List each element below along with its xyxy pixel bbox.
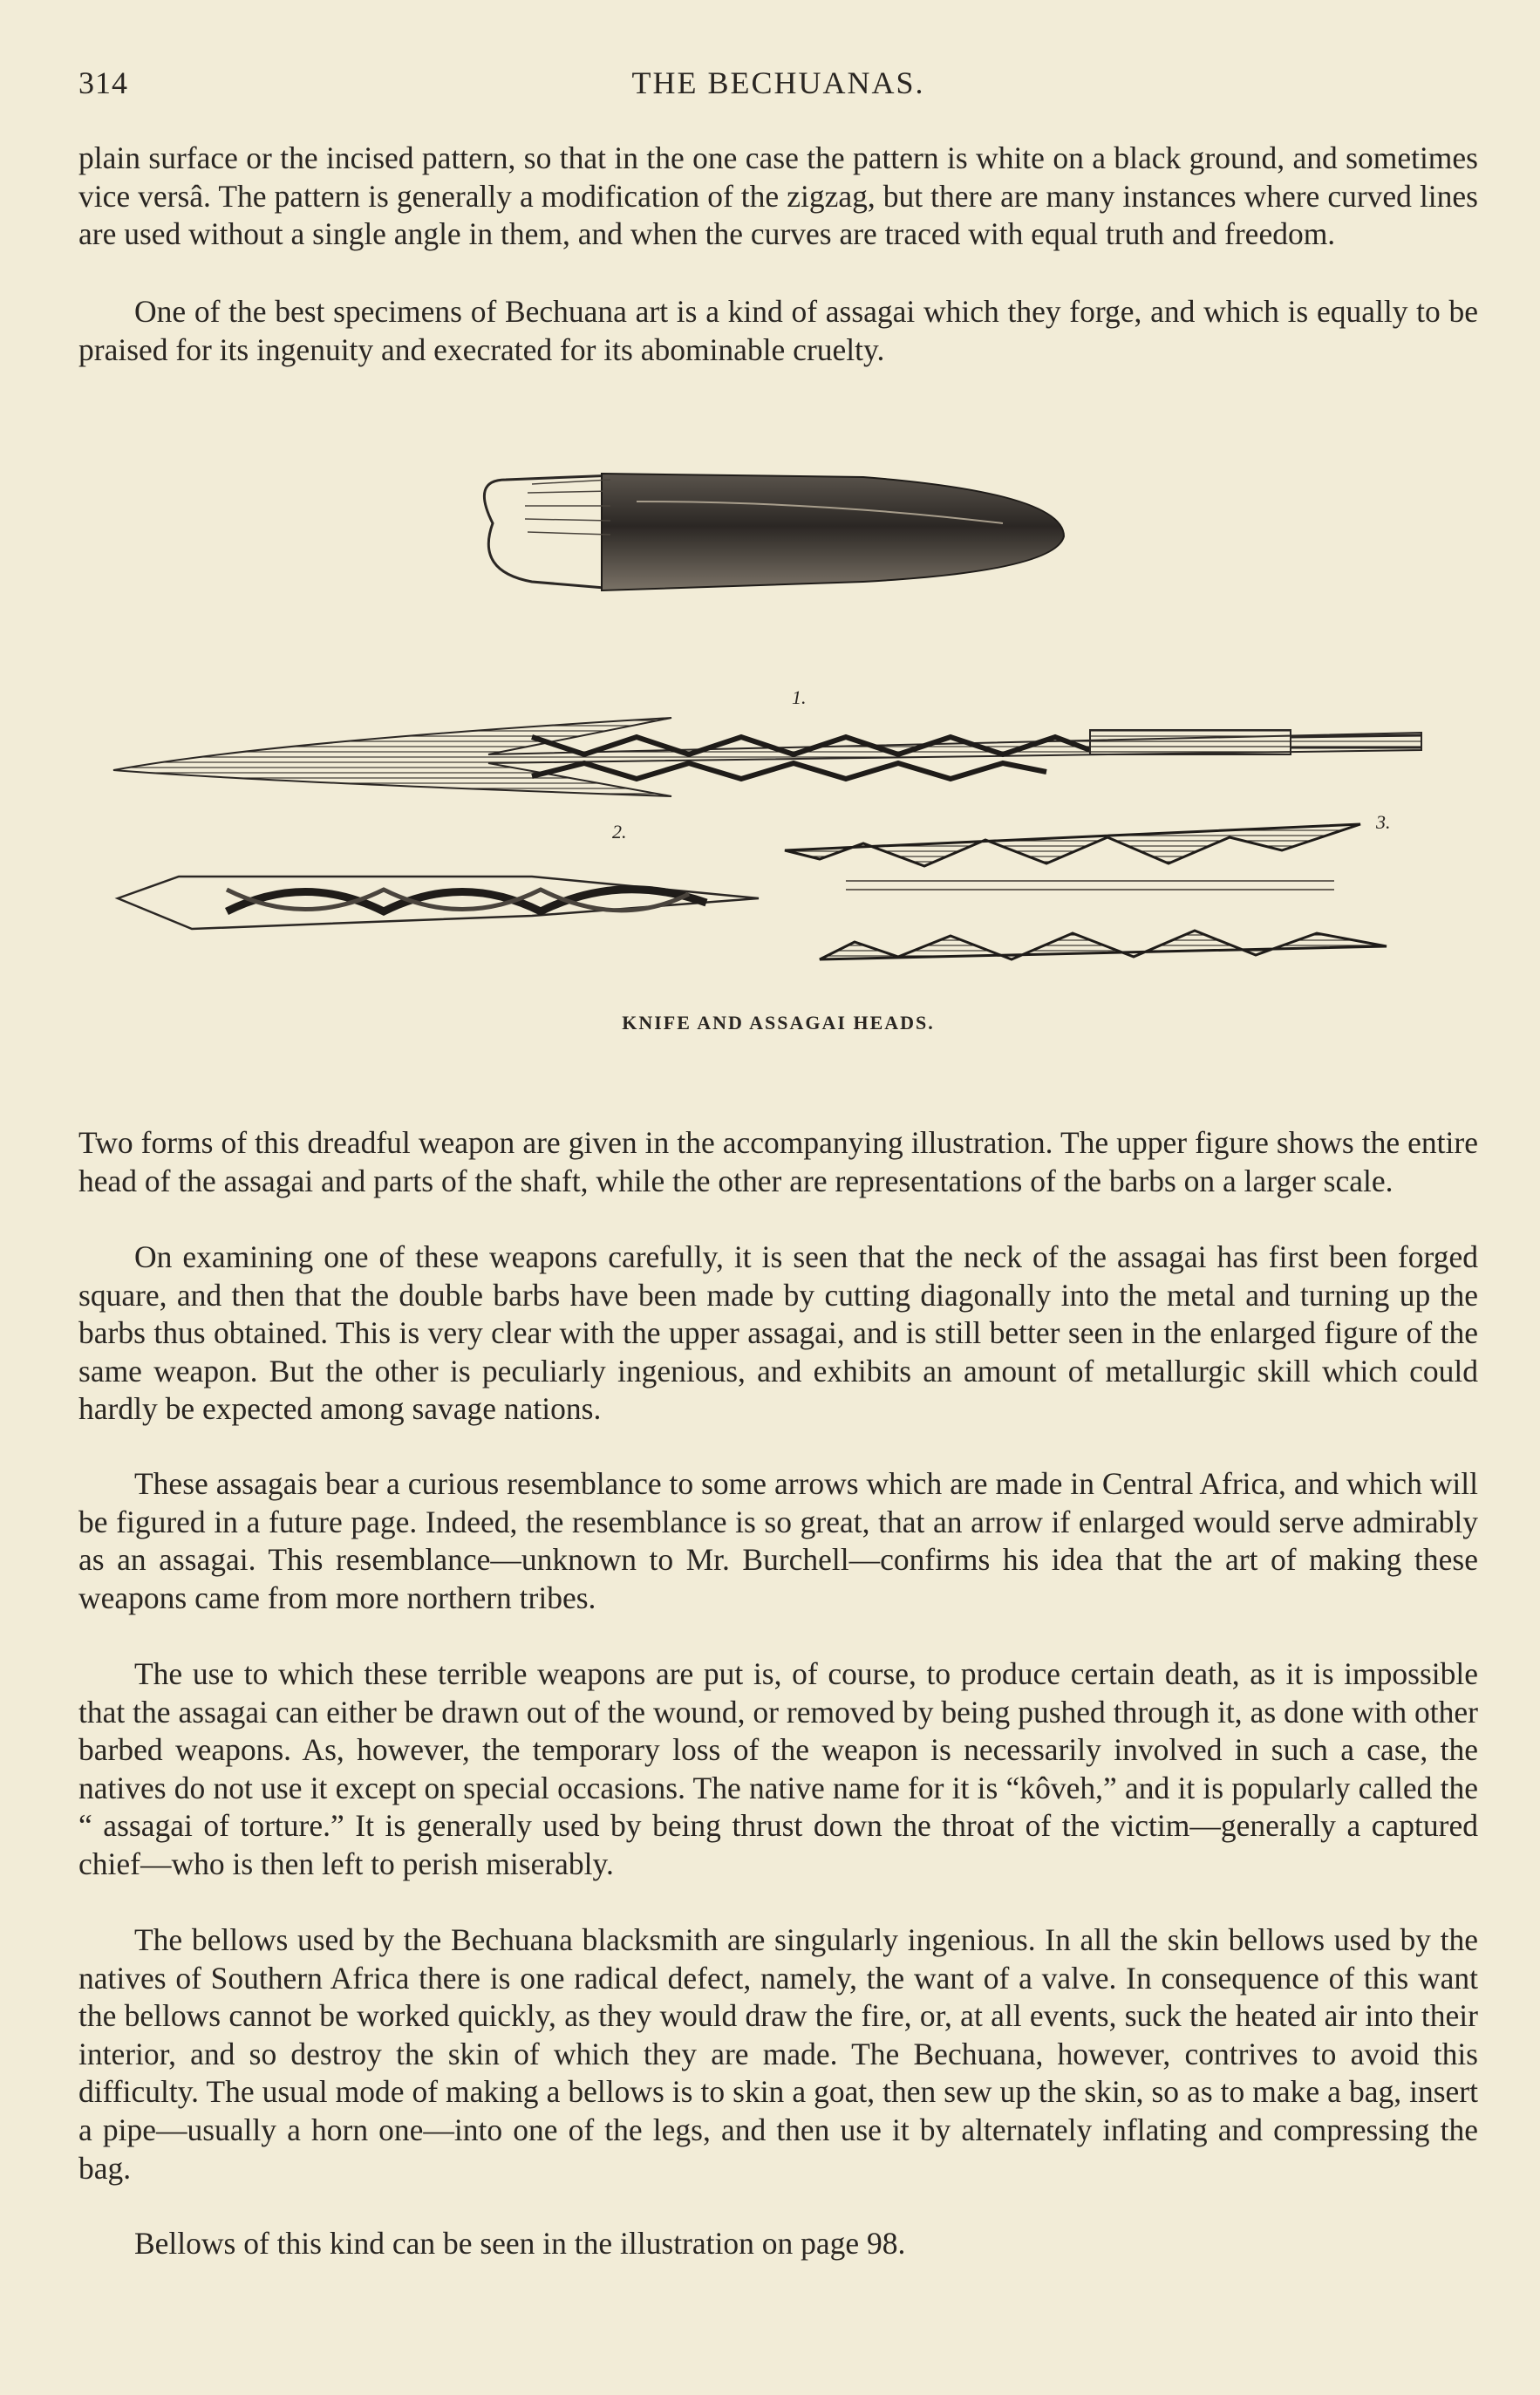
paragraph-1: Two forms of this dreadful weapon are given in the accompanying illustration. The upper figure shows the entire head of the assagai and parts of the shaft, while the other are representations of the barbs on a larger scale.: [78, 1125, 1478, 1198]
assagai-1: [113, 718, 1421, 796]
paragraph-6: Bellows of this kind can be seen in the illustration on page 98.: [134, 2226, 906, 2261]
paragraph-5: The bellows used by the Bechuana blacksmith are singularly ingenious. In all the skin bellows used by the natives of Southern Africa there is one radical defect, namely, the want of a valve. In consequence of this want the bellows cannot be worked quickly, as they would draw the fire, or, at all events, suck the heated air into their interior, and so destroy the skin of which they are made. The Bechuana, however, contrives to avoid this difficulty. The usual mode of making a bellows is to skin a goat, then sew up the skin, so as to make a bag, insert a pipe—usually a horn one—into one of the legs, and then use it by alternately inflating and compressing the bag.: [78, 1922, 1478, 2186]
assagai-2-barbs: [118, 877, 759, 929]
knife-assagai-illustration: [78, 440, 1478, 1051]
knife-head: [484, 474, 1064, 590]
page-header: [78, 65, 1478, 108]
assagai-3-barbs: [785, 824, 1387, 959]
paragraph-4: The use to which these terrible weapons are put is, of course, to produce certain death, as it is impossible that the assagai can either be drawn out of the wound, or removed by being pushed through it, as done with other barbed weapons. As, however, the temporary loss of the weapon is necessarily involved in such a case, the natives do not use it except on special occasions. The native name for it is “kôveh,” and it is popularly called the “ assagai of torture.” It is generally used by being thrust down the throat of the victim—generally a captured chief—who is then left to perish miserably.: [78, 1656, 1478, 1881]
paragraph-2: On examining one of these weapons carefully, it is seen that the neck of the assagai has first been forged square, and then that the double barbs have been made by cutting diagonally into the metal and turning up the barbs thus obtained. This is very clear with the upper assagai, and is still better seen in the enlarged figure of the same weapon. But the other is peculiarly ingenious, and exhibits an amount of metallurgic skill which could hardly be expected among savage nations.: [78, 1239, 1478, 1427]
page-number: 314: [78, 65, 128, 100]
figure-label-3: 3.: [1376, 811, 1391, 833]
figure-caption: KNIFE AND ASSAGAI HEADS.: [622, 1012, 935, 1034]
figure-label-1: 1.: [792, 686, 807, 708]
paragraph-top-1: plain surface or the incised pattern, so that in the one case the pattern is white on a black ground, and sometimes vice versâ. The pattern is generally a modification of the zigzag, but there are many instances where curved lines are used without a single angle in them, and when the curves are traced with equal truth and freedom.: [78, 140, 1478, 252]
paragraph-top-2: One of the best specimens of Bechuana art is a kind of assagai which they forge, and which is equally to be praised for its ingenuity and execrated for its abominable cruelty.: [78, 294, 1478, 367]
engraving: [78, 440, 1478, 999]
running-head: THE BECHUANAS.: [631, 65, 925, 100]
figure-label-2: 2.: [612, 821, 627, 843]
paragraph-3: These assagais bear a curious resemblance to some arrows which are made in Central Africa, and which will be figured in a future page. Indeed, the resemblance is so great, that an arrow if enlarged would serve admirably as an assagai. This resemblance—unknown to Mr. Burchell—confirms his idea that the art of making these weapons came from more northern tribes.: [78, 1466, 1478, 1615]
